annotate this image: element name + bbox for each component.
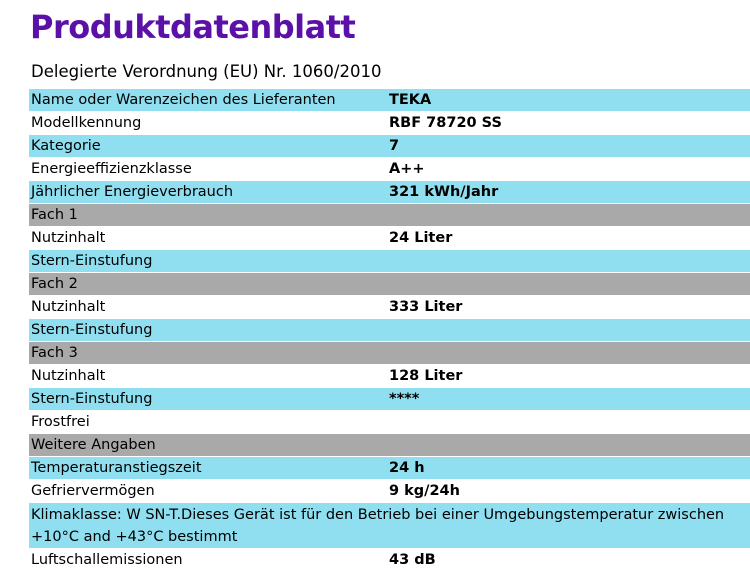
row-value — [387, 411, 750, 434]
row-label: Jährlicher Energieverbrauch — [29, 181, 387, 204]
row-label: Gefriervermögen — [29, 480, 387, 503]
table-row — [29, 227, 750, 250]
page-subtitle: Delegierte Verordnung (EU) Nr. 1060/2010 — [31, 62, 382, 81]
section-label: Fach 2 — [29, 273, 387, 296]
section-header-row — [29, 204, 750, 227]
page-title: Produktdatenblatt — [30, 8, 356, 46]
row-value: 9 kg/24h — [387, 480, 750, 503]
table-row — [29, 388, 750, 411]
table-row — [29, 135, 750, 158]
row-value: A++ — [387, 158, 750, 181]
section-header-row — [29, 434, 750, 457]
table-row — [29, 296, 750, 319]
row-value — [387, 204, 750, 227]
row-value: **** — [387, 388, 750, 411]
row-label: Stern-Einstufung — [29, 319, 387, 342]
section-label: Fach 1 — [29, 204, 387, 227]
row-value: 128 Liter — [387, 365, 750, 388]
row-label: Modellkennung — [29, 112, 387, 135]
row-value: 7 — [387, 135, 750, 158]
row-label: Name oder Warenzeichen des Lieferanten — [29, 89, 387, 112]
row-value — [387, 250, 750, 273]
row-value: RBF 78720 SS — [387, 112, 750, 135]
table-row — [29, 411, 750, 434]
row-value: 43 dB — [387, 549, 750, 572]
row-value: 333 Liter — [387, 296, 750, 319]
table-row — [29, 457, 750, 480]
table-row — [29, 319, 750, 342]
table-row — [29, 503, 750, 549]
row-value — [387, 434, 750, 457]
row-label: Kategorie — [29, 135, 387, 158]
row-label: Stern-Einstufung — [29, 250, 387, 273]
row-value: 24 h — [387, 457, 750, 480]
section-header-row — [29, 342, 750, 365]
section-header-row — [29, 273, 750, 296]
product-data-table — [29, 88, 750, 571]
climate-class-note: Klimaklasse: W SN-T.Dieses Gerät ist für den Betrieb bei einer Umgebungstemperatur zwischen +10°C and +43°C bestimmt — [29, 503, 750, 549]
table-row — [29, 365, 750, 388]
section-label: Fach 3 — [29, 342, 387, 365]
table-row — [29, 250, 750, 273]
table-row — [29, 480, 750, 503]
row-value: 321 kWh/Jahr — [387, 181, 750, 204]
row-value: 24 Liter — [387, 227, 750, 250]
row-value — [387, 319, 750, 342]
table-row — [29, 158, 750, 181]
row-label: Nutzinhalt — [29, 365, 387, 388]
row-value — [387, 273, 750, 296]
row-value — [387, 342, 750, 365]
row-label: Nutzinhalt — [29, 296, 387, 319]
row-label: Nutzinhalt — [29, 227, 387, 250]
row-value: TEKA — [387, 89, 750, 112]
section-label: Weitere Angaben — [29, 434, 387, 457]
table-row — [29, 549, 750, 572]
table-row — [29, 181, 750, 204]
row-label: Stern-Einstufung — [29, 388, 387, 411]
table-row — [29, 89, 750, 112]
row-label: Energieeffizienzklasse — [29, 158, 387, 181]
row-label: Luftschallemissionen — [29, 549, 387, 572]
row-label: Frostfrei — [29, 411, 387, 434]
row-label: Temperaturanstiegszeit — [29, 457, 387, 480]
table-row — [29, 112, 750, 135]
